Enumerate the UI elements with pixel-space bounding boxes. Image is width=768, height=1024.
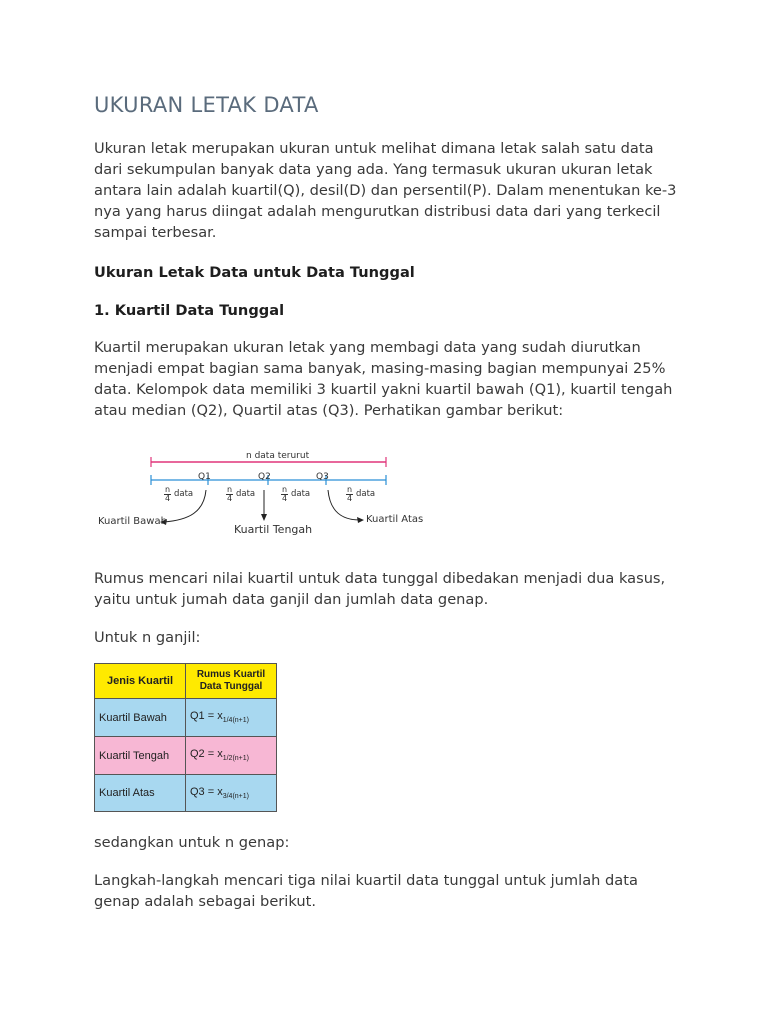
subsection-heading: 1. Kuartil Data Tunggal — [94, 302, 285, 319]
n-genap-label: sedangkan untuk n genap: — [94, 834, 290, 851]
top-label: n data terurut — [246, 451, 310, 461]
table-row — [95, 737, 277, 775]
fraction-word-3: data — [291, 489, 311, 499]
kuartil-atas-label: Kuartil Atas — [366, 514, 424, 525]
section-heading: Ukuran Letak Data untuk Data Tunggal — [94, 264, 415, 281]
kuartil-tengah-label: Kuartil Tengah — [234, 523, 313, 536]
kuartil-description: Kuartil merupakan ukuran letak yang membagi data yang sudah diurutkan menjadi empat bagian sama banyak, masing-masing bagian mempunyai 25% data. Kelompok data memiliki 3 kuartil yakni kuartil bawah (Q1), kuartil tengah atau median (Q2), Quartil atas (Q3). Perhatikan gambar berikut: — [94, 339, 673, 419]
q1-label: Q1 — [198, 472, 211, 482]
page-title: UKURAN LETAK DATA — [94, 93, 319, 117]
fraction-2: $\frac{n}{4}$ — [226, 485, 233, 503]
q3-label: Q3 — [316, 472, 329, 482]
table-cell-jenis: Kuartil Bawah — [95, 699, 186, 737]
table-cell-rumus: $Q3 = x_{3/4(n+1)}$ — [186, 775, 277, 812]
intro-paragraph: Ukuran letak merupakan ukuran untuk melihat dimana letak salah satu data dari sekumpulan banyak data yang ada. Yang termasuk ukuran ukuran letak antara lain adalah kuartil(Q), desil(D) dan persentil(P). Dalam menentukan ke-3 nya yang harus diingat adalah mengurutkan distribusi data dari yang terkecil sampai terbesar. — [94, 140, 677, 241]
table-header-jenis: Jenis Kuartil — [95, 664, 186, 699]
table-cell-rumus: $Q1 = x_{1/4(n+1)}$ — [186, 699, 277, 737]
table-row — [95, 775, 277, 812]
table-cell-jenis: Kuartil Tengah — [95, 737, 186, 775]
kuartil-table — [94, 663, 277, 812]
table-cell-rumus: $Q2 = x_{1/2(n+1)}$ — [186, 737, 277, 775]
kuartil-bawah-label: Kuartil Bawah — [98, 516, 167, 527]
quartile-diagram — [94, 440, 434, 545]
fraction-word-1: data — [174, 489, 194, 499]
table-header-rumus: Rumus Kuartil Data Tunggal — [186, 664, 277, 699]
fraction-3: $\frac{n}{4}$ — [281, 485, 288, 503]
fraction-4: $\frac{n}{4}$ — [346, 485, 353, 503]
langkah-paragraph: Langkah-langkah mencari tiga nilai kuartil data tunggal untuk jumlah data genap adalah sebagai berikut. — [94, 872, 638, 910]
fraction-1: $\frac{n}{4}$ — [164, 485, 171, 503]
n-ganjil-label: Untuk n ganjil: — [94, 629, 201, 646]
rumus-paragraph: Rumus mencari nilai kuartil untuk data tunggal dibedakan menjadi dua kasus, yaitu untuk jumah data ganjil dan jumlah data genap. — [94, 570, 666, 608]
table-cell-jenis: Kuartil Atas — [95, 775, 186, 812]
fraction-word-2: data — [236, 489, 256, 499]
fraction-word-4: data — [356, 489, 376, 499]
q2-label: Q2 — [258, 472, 271, 482]
table-row — [95, 699, 277, 737]
